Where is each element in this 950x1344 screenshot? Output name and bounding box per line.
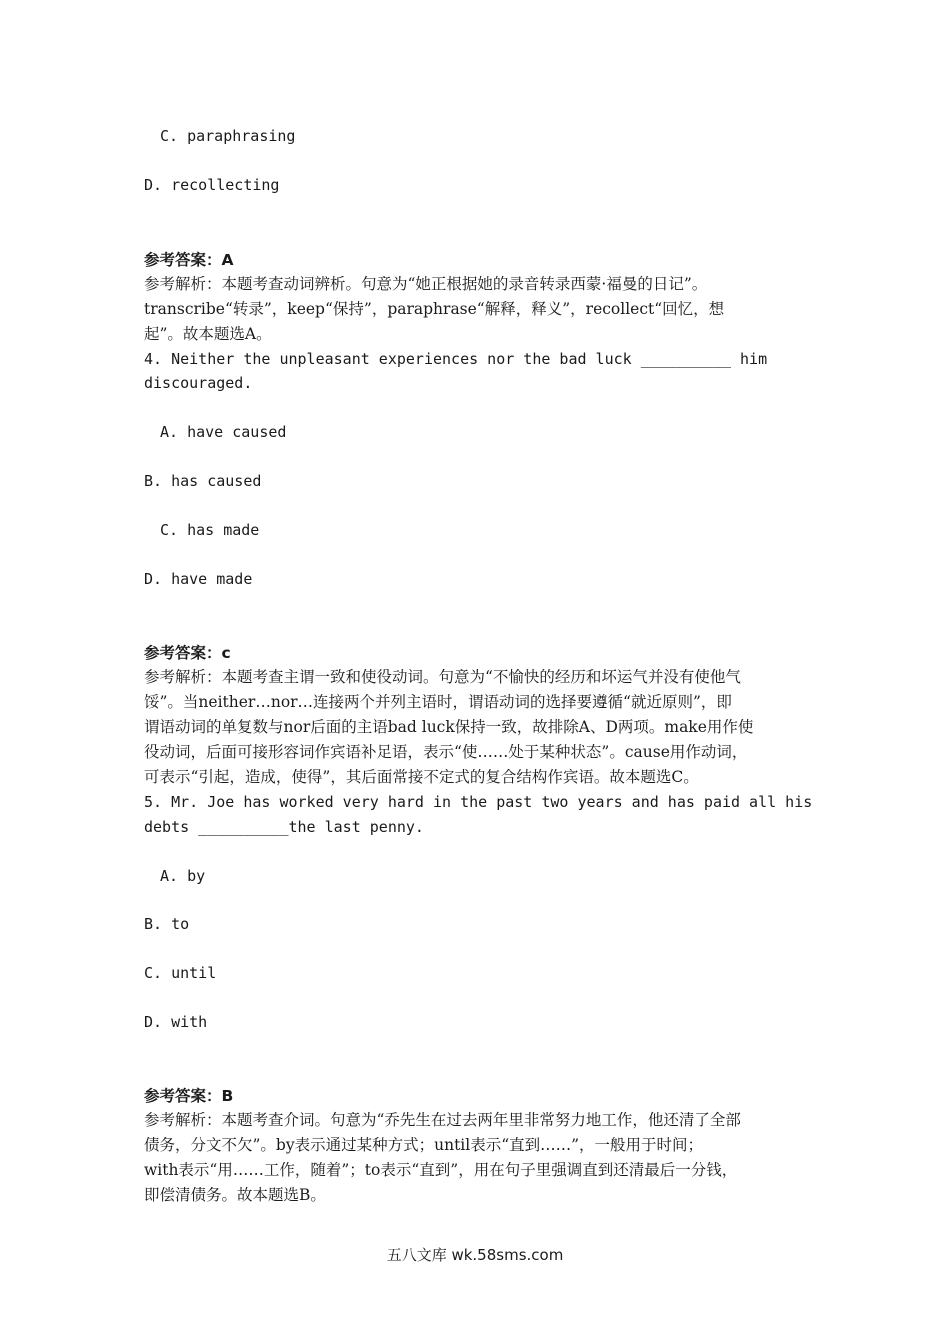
q4-option-a: A. have caused [160, 423, 287, 441]
q5-explanation-line-4: 即偿清债务。故本题选B。 [144, 1186, 326, 1204]
q4-stem-line-1: 4. Neither the unpleasant experiences nor the bad luck __________ him [144, 350, 768, 368]
q3-option-d: D. recollecting [144, 176, 280, 194]
q4-explanation-line-3: 谓语动词的单复数与nor后面的主语bad luck保持一致，故排除A、D两项。make用作使 [144, 718, 754, 736]
q3-option-c: C. paraphrasing [160, 127, 296, 145]
q5-explanation-line-3: with表示“用……工作，随着”；to表示“直到”，用在句子里强调直到还清最后一分钱， [144, 1161, 738, 1179]
q5-answer: 参考答案：B [144, 1087, 234, 1105]
q5-option-a: A. by [160, 867, 206, 885]
q3-explanation-line-1: 参考解析：本题考查动词辨析。句意为“她正根据她的录音转录西蒙·福曼的日记”。 [144, 275, 708, 293]
q4-option-b: B. has caused [144, 472, 262, 490]
q3-explanation-line-2: transcribe“转录”，keep“保持”，paraphrase“解释，释义”，recollect“回忆，想 [144, 300, 725, 318]
q5-stem-line-2: debts __________the last penny. [144, 818, 424, 836]
q4-stem-line-2: discouraged. [144, 374, 253, 392]
q4-explanation-line-1: 参考解析：本题考查主谓一致和使役动词。句意为“不愉快的经历和坏运气并没有使他气 [144, 668, 741, 686]
q3-answer: 参考答案：A [144, 251, 234, 269]
q4-explanation-line-2: 馁”。当neither…nor…连接两个并列主语时，谓语动词的选择要遵循“就近原则”，即 [144, 693, 732, 711]
q5-explanation-line-2: 债务，分文不欠”。by表示通过某种方式；until表示“直到……”，一般用于时间； [144, 1136, 704, 1154]
q5-option-b: B. to [144, 915, 190, 933]
q4-answer: 参考答案：c [144, 644, 231, 662]
q4-explanation-line-5: 可表示“引起，造成，使得”，其后面常接不定式的复合结构作宾语。故本题选C。 [144, 768, 699, 786]
q5-option-c: C. until [144, 964, 217, 982]
footer-watermark: 五八文库 wk.58sms.com [386, 1246, 564, 1264]
q4-explanation-line-4: 役动词，后面可接形容词作宾语补足语，表示“使……处于某种状态”。cause用作动词， [144, 743, 748, 761]
q4-option-c: C. has made [160, 521, 260, 539]
q5-option-d: D. with [144, 1013, 208, 1031]
q5-explanation-line-1: 参考解析：本题考查介词。句意为“乔先生在过去两年里非常努力地工作，他还清了全部 [144, 1111, 741, 1129]
q3-explanation-line-3: 起”。故本题选A。 [144, 325, 272, 343]
q4-option-d: D. have made [144, 570, 253, 588]
q5-stem-line-1: 5. Mr. Joe has worked very hard in the past two years and has paid all his [144, 793, 813, 811]
